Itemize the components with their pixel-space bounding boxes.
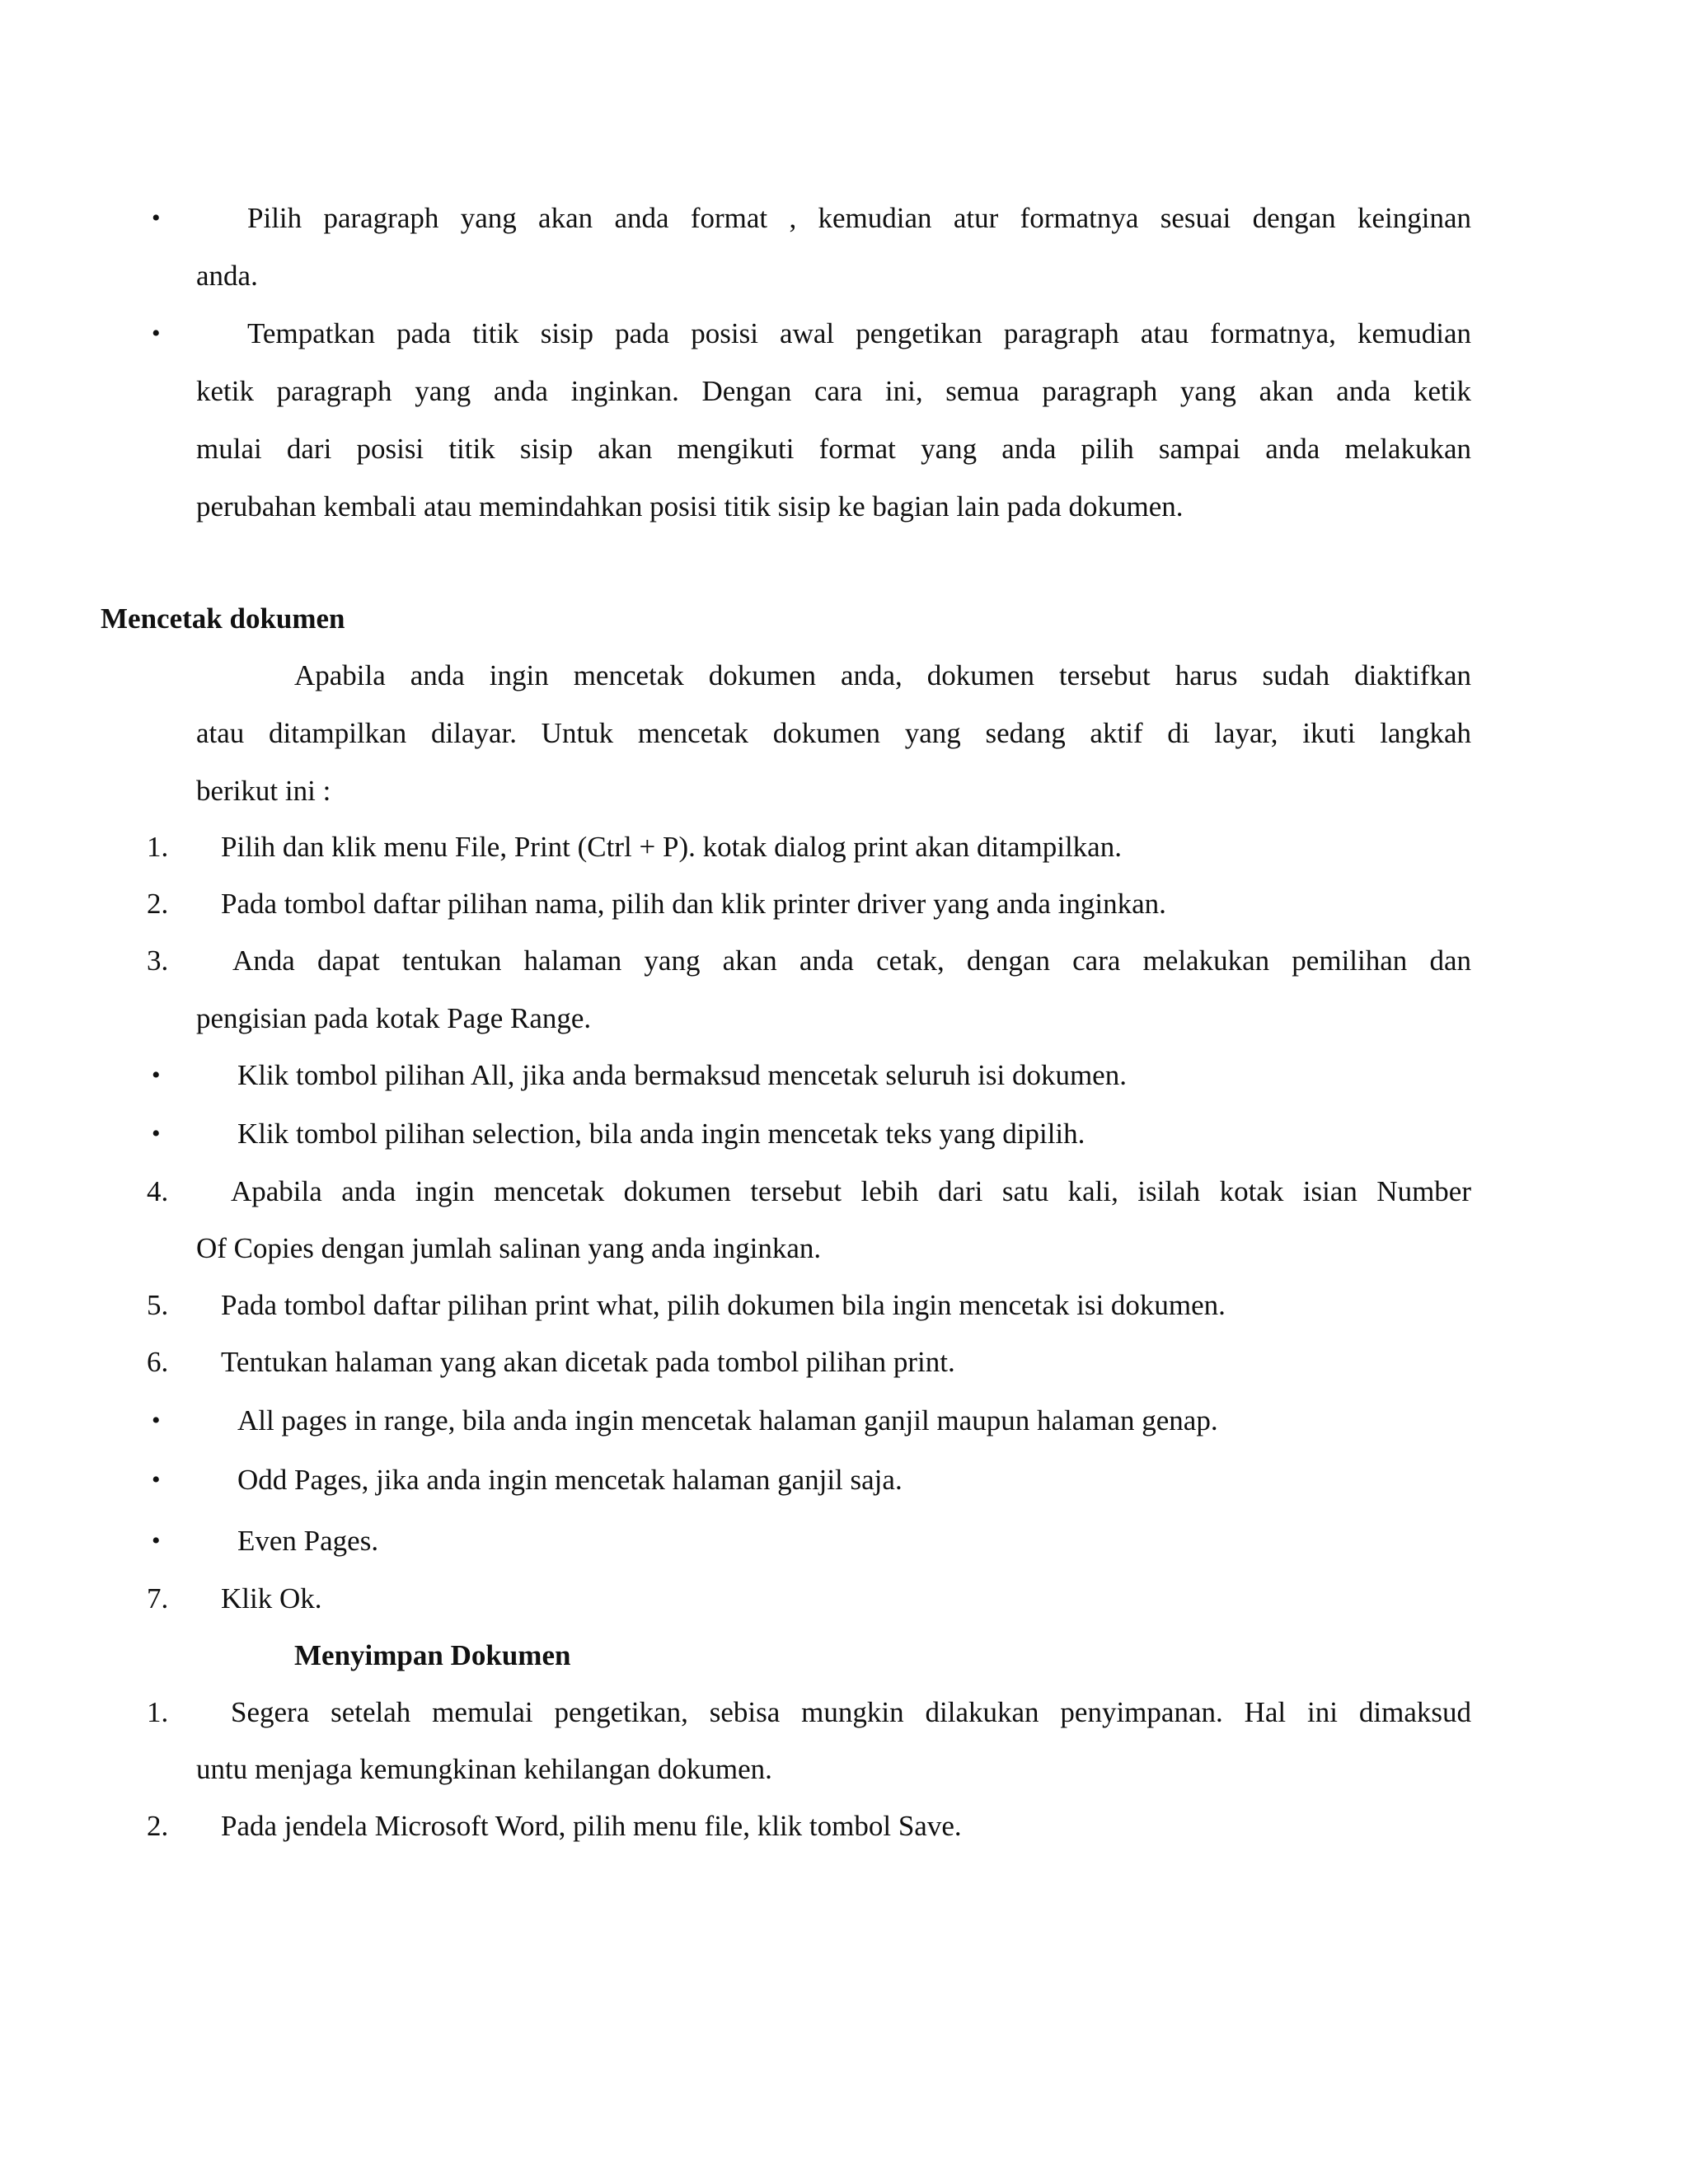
list-item: Pada tombol daftar pilihan nama, pilih dan klik printer driver yang anda inginkan. — [221, 888, 1166, 920]
body-line: Pilih paragraph yang akan anda format , kemudian atur formatnya sesuai dengan keinginan — [247, 202, 1471, 234]
list-item: All pages in range, bila anda ingin mencetak halaman ganjil maupun halaman genap. — [237, 1404, 1218, 1436]
list-item-continuation: untu menjaga kemungkinan kehilangan dokumen. — [196, 1753, 772, 1785]
list-number: 7. — [147, 1582, 169, 1615]
list-item: Segera setelah memulai pengetikan, sebisa mungkin dilakukan penyimpanan. Hal ini dimaksud — [231, 1696, 1471, 1728]
list-number: 3. — [147, 944, 169, 977]
list-item: Klik tombol pilihan All, jika anda bermaksud mencetak seluruh isi dokumen. — [237, 1059, 1127, 1091]
bullet-marker: • — [152, 320, 161, 347]
bullet-marker: • — [152, 1466, 161, 1493]
bullet-marker: • — [152, 1527, 161, 1554]
list-item: Tentukan halaman yang akan dicetak pada tombol pilihan print. — [221, 1346, 955, 1378]
list-item-continuation: Of Copies dengan jumlah salinan yang anda inginkan. — [196, 1232, 822, 1264]
body-line: Tempatkan pada titik sisip pada posisi awal pengetikan paragraph atau formatnya, kemudian — [247, 317, 1471, 349]
bullet-marker: • — [152, 1120, 161, 1147]
body-line: perubahan kembali atau memindahkan posisi titik sisip ke bagian lain pada dokumen. — [196, 490, 1184, 523]
list-number: 6. — [147, 1346, 169, 1378]
list-item-continuation: pengisian pada kotak Page Range. — [196, 1002, 592, 1034]
list-item: Even Pages. — [237, 1525, 379, 1557]
list-item: Anda dapat tentukan halaman yang akan anda cetak, dengan cara melakukan pemilihan dan — [232, 944, 1471, 977]
body-line: berikut ini : — [196, 775, 331, 807]
list-item: Klik Ok. — [221, 1582, 322, 1615]
list-number: 2. — [147, 1810, 169, 1842]
body-line: Apabila anda ingin mencetak dokumen anda, dokumen tersebut harus sudah diaktifkan — [294, 659, 1471, 691]
body-line: anda. — [196, 260, 258, 292]
list-item: Apabila anda ingin mencetak dokumen tersebut lebih dari satu kali, isilah kotak isian Number — [231, 1175, 1471, 1207]
list-number: 1. — [147, 1696, 169, 1728]
body-line: ketik paragraph yang anda inginkan. Dengan cara ini, semua paragraph yang akan anda ketik — [196, 375, 1471, 407]
list-item: Pada tombol daftar pilihan print what, pilih dokumen bila ingin mencetak isi dokumen. — [221, 1289, 1226, 1321]
list-item: Odd Pages, jika anda ingin mencetak halaman ganjil saja. — [237, 1464, 903, 1496]
bullet-marker: • — [152, 1062, 161, 1089]
list-item: Klik tombol pilihan selection, bila anda ingin mencetak teks yang dipilih. — [237, 1118, 1085, 1150]
list-number: 1. — [147, 831, 169, 863]
list-item: Pada jendela Microsoft Word, pilih menu file, klik tombol Save. — [221, 1810, 962, 1842]
list-number: 2. — [147, 888, 169, 920]
section-heading: Mencetak dokumen — [101, 602, 345, 635]
bullet-marker: • — [152, 1407, 161, 1434]
list-number: 4. — [147, 1175, 169, 1207]
list-number: 5. — [147, 1289, 169, 1321]
bullet-marker: • — [152, 204, 161, 232]
section-heading: Menyimpan Dokumen — [294, 1639, 571, 1671]
list-item: Pilih dan klik menu File, Print (Ctrl + P). kotak dialog print akan ditampilkan. — [221, 831, 1122, 863]
body-line: atau ditampilkan dilayar. Untuk mencetak dokumen yang sedang aktif di layar, ikuti langkah — [196, 717, 1471, 749]
body-line: mulai dari posisi titik sisip akan mengikuti format yang anda pilih sampai anda melakukan — [196, 433, 1471, 465]
